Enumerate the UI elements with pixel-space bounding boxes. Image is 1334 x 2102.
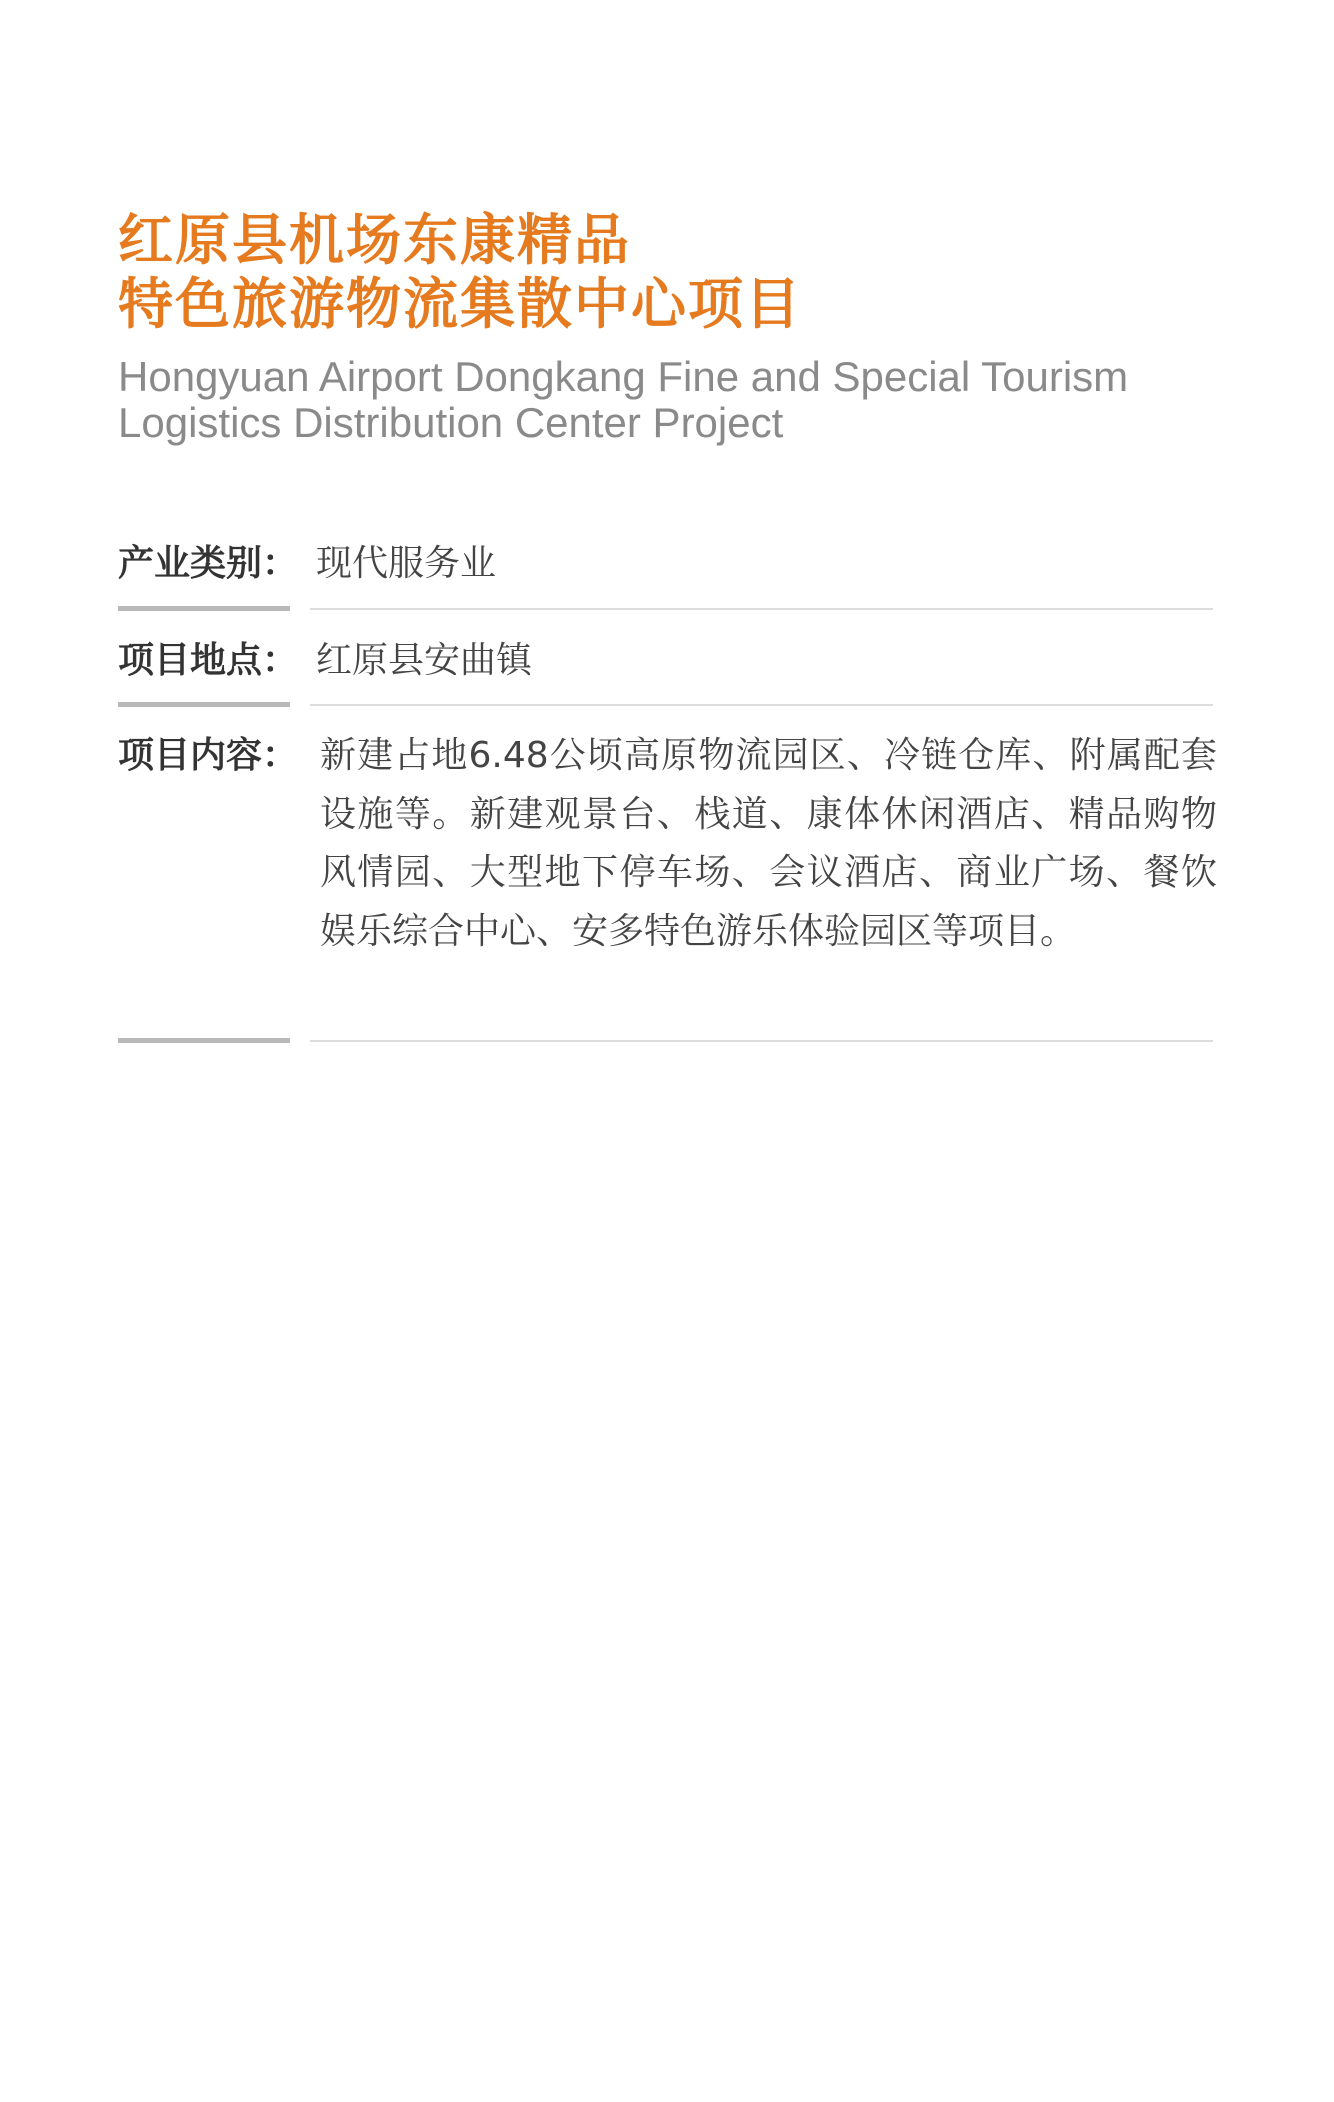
field-value-paragraph: 新建占地6.48公顷高原物流园区、冷链仓库、附属配套设施等。新建观景台、栈道、康体休闲酒店、精品购物风情园、大型地下停车场、会议酒店、商业广场、餐饮娱乐综合中心、安多特色游乐体验园区等项目。 xyxy=(320,735,1217,952)
title-en-line2: Logistics Distribution Center Project xyxy=(118,399,784,446)
title-cn-line1: 红原县机场东康精品 xyxy=(118,208,632,272)
divider-accent xyxy=(118,702,290,707)
page-title-chinese xyxy=(118,208,1218,336)
divider-line xyxy=(310,1040,1213,1042)
page-title-english xyxy=(118,354,1228,446)
title-cn-line2: 特色旅游物流集散中心项目 xyxy=(118,272,803,336)
title-en-line1: Hongyuan Airport Dongkang Fine and Special Tourism xyxy=(118,353,1129,400)
field-value: 红原县安曲镇 xyxy=(316,640,533,681)
divider-line xyxy=(310,608,1213,610)
field-label: 项目地点： xyxy=(118,640,299,681)
divider-accent xyxy=(118,606,290,611)
divider-line xyxy=(310,704,1213,706)
field-label: 产业类别： xyxy=(118,543,299,584)
divider-accent xyxy=(118,1038,290,1043)
field-label: 项目内容： xyxy=(118,735,299,776)
field-value: 现代服务业 xyxy=(316,543,497,584)
